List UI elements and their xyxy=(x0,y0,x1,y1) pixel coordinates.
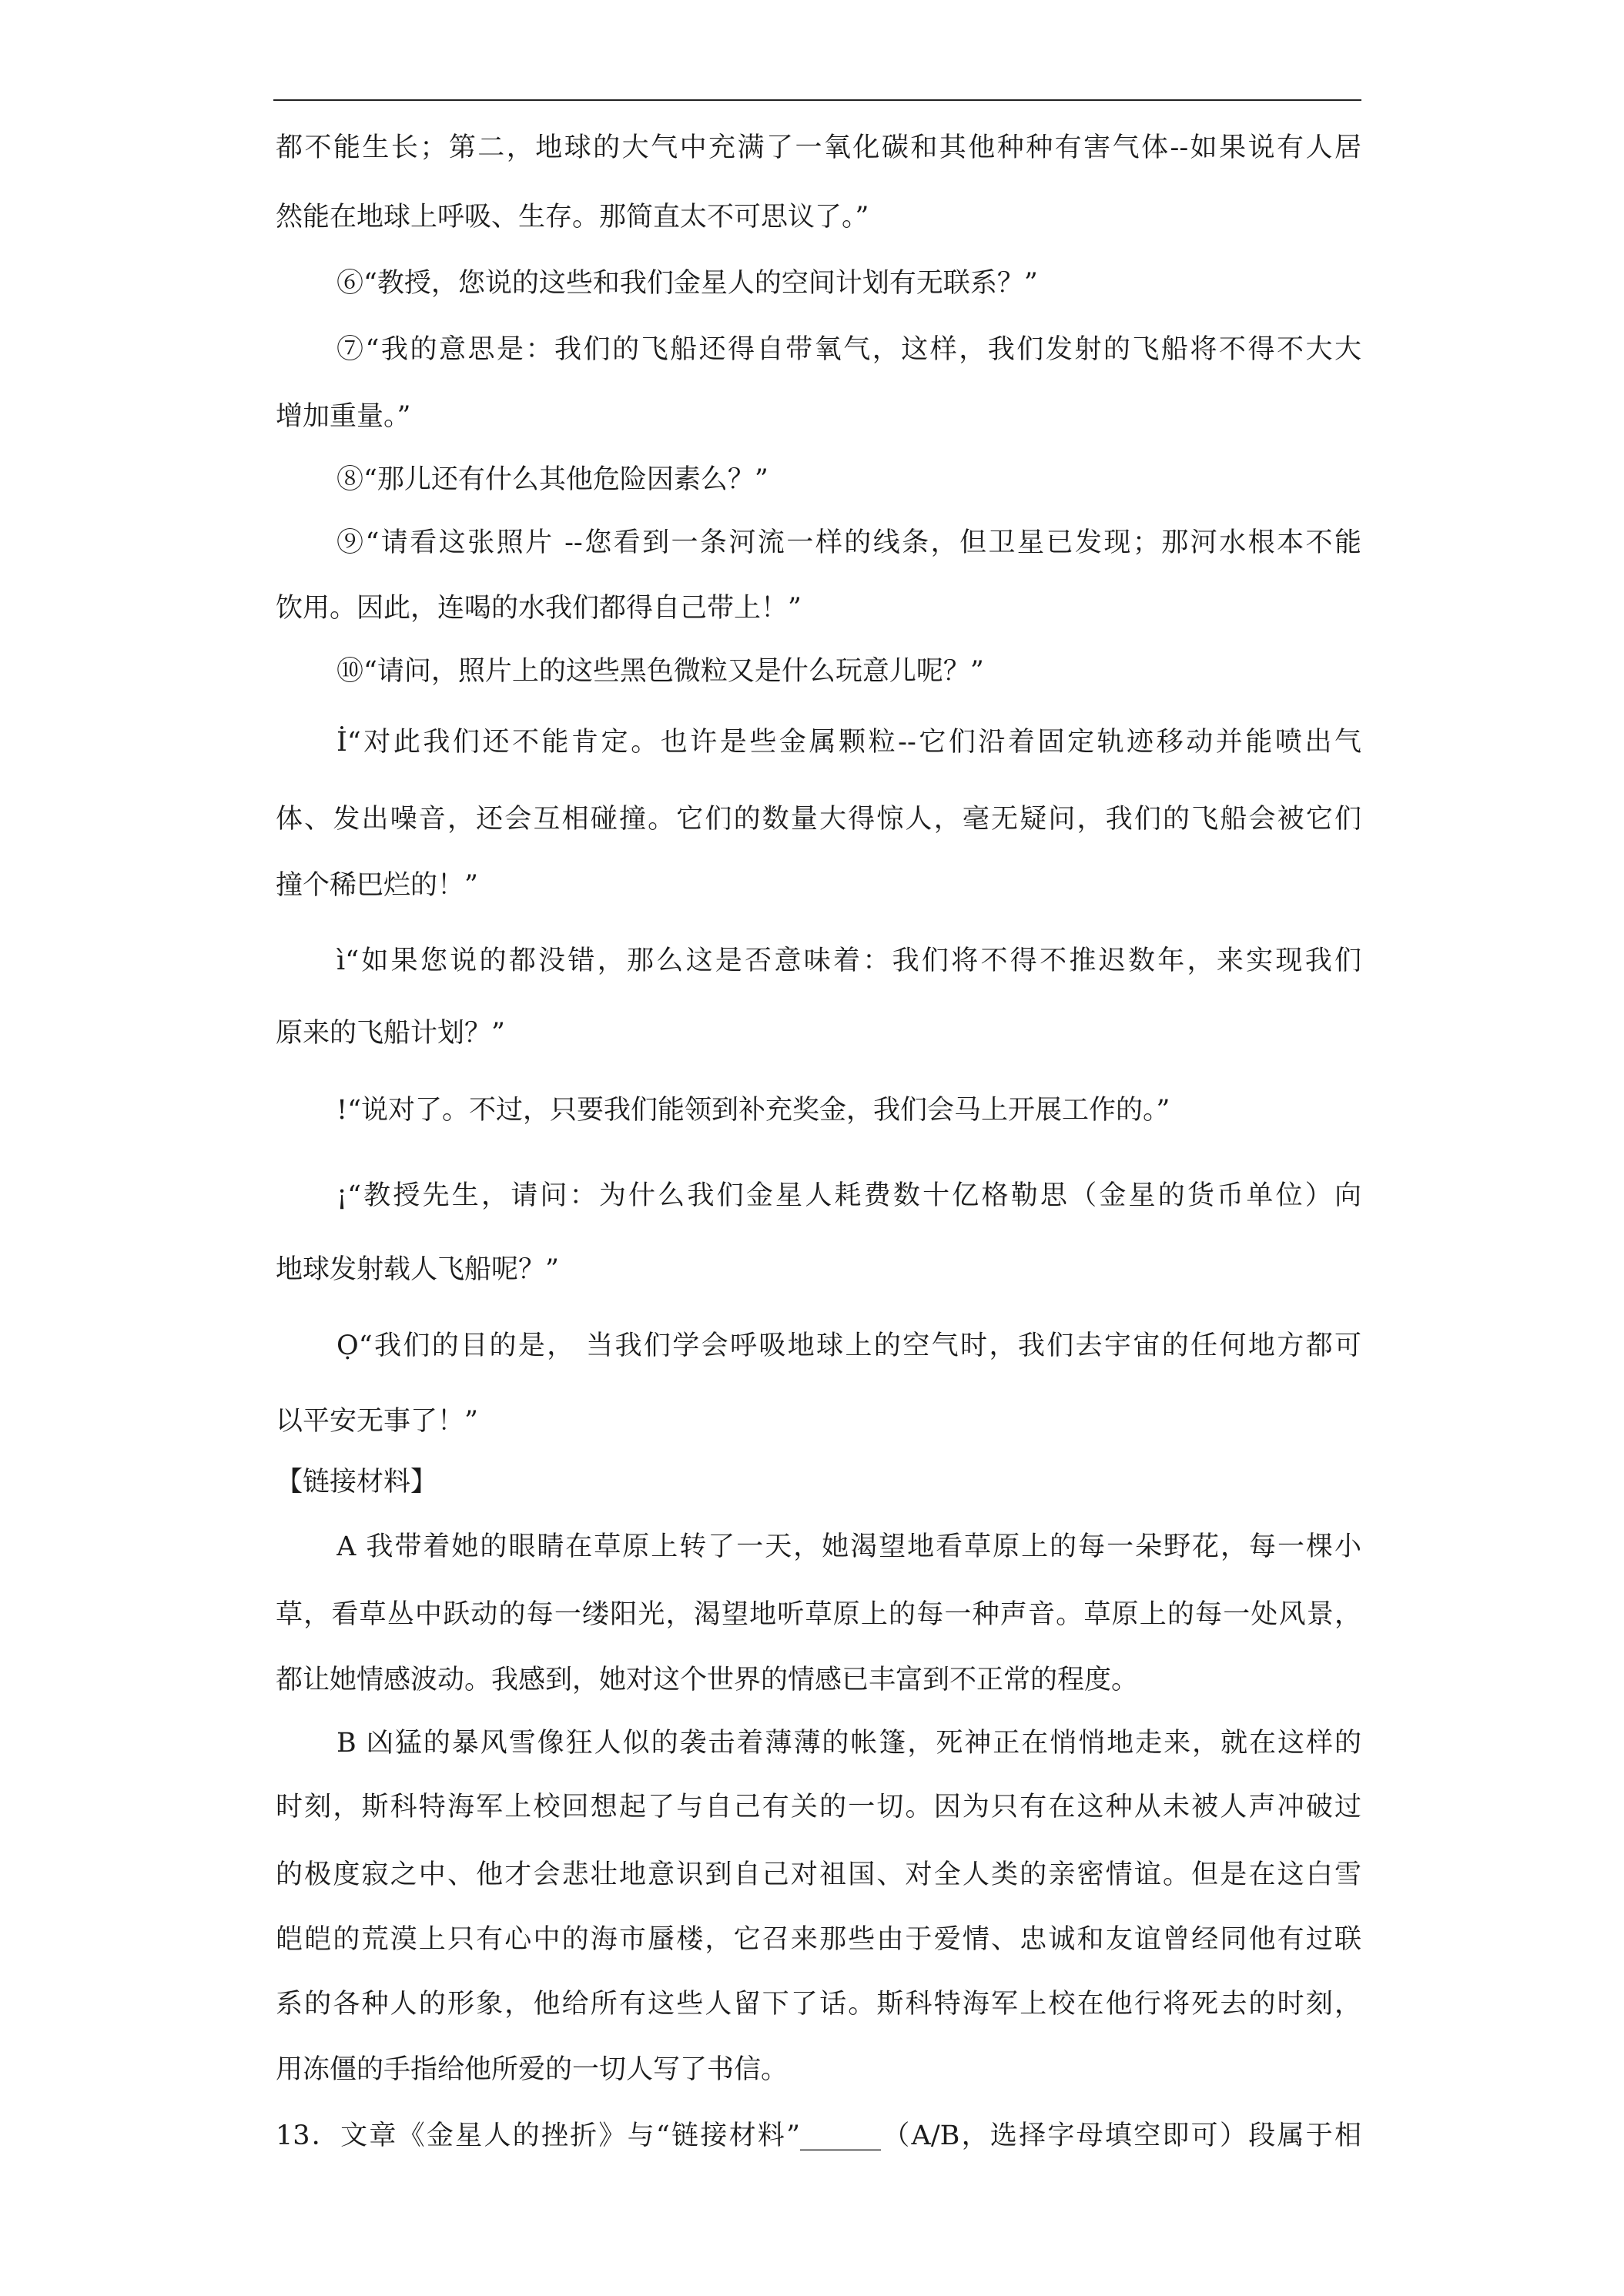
paragraph-b-line: 用冻僵的手指给他所爱的一切人写了书信。 xyxy=(276,2054,789,2085)
passage-line: ⑦“我的意思是：我们的飞船还得自带氧气，这样，我们发射的飞船将不得不大大 xyxy=(337,334,1361,365)
passage-line: 饮用。因此，连喝的水我们都得自己带上！” xyxy=(276,593,802,624)
question-13 xyxy=(276,2119,1361,2153)
paragraph-a-line: 草，看草丛中跃动的每一缕阳光，渴望地听草原上的每一种声音。草原上的每一处风景， xyxy=(276,1599,1361,1630)
passage-line: 地球发射载人飞船呢？” xyxy=(276,1254,559,1285)
passage-line: 都不能生长；第二，地球的大气中充满了一氧化碳和其他种种有害气体--如果说有人居 xyxy=(276,132,1361,163)
passage-line: 然能在地球上呼吸、生存。那简直太不可思议了。” xyxy=(276,202,869,233)
passage-line: 体、发出噪音，还会互相碰撞。它们的数量大得惊人，毫无疑问，我们的飞船会被它们 xyxy=(276,804,1361,835)
passage-line: !“说对了。不过，只要我们能领到补充奖金，我们会马上开展工作的。” xyxy=(337,1095,1170,1126)
paragraph-b-line: 皑皑的荒漠上只有心中的海市蜃楼，它召来那些由于爱情、忠诚和友谊曾经同他有过联 xyxy=(276,1924,1361,1955)
passage-line: 原来的飞船计划？” xyxy=(276,1018,505,1049)
header-rule xyxy=(273,99,1361,101)
passage-line: ⑨“请看这张照片 --您看到一条河流一样的线条，但卫星已发现；那河水根本不能 xyxy=(337,527,1361,558)
paragraph-b-line: B 凶猛的暴风雪像狂人似的袭击着薄薄的帐篷，死神正在悄悄地走来，就在这样的 xyxy=(337,1728,1361,1759)
paragraph-b-line: 系的各种人的形象，他给所有这些人留下了话。斯科特海军上校在他行将死去的时刻， xyxy=(276,1989,1361,2020)
passage-line: ¡“教授先生，请问：为什么我们金星人耗费数十亿格勒思（金星的货币单位）向 xyxy=(337,1180,1361,1211)
paragraph-a-line: 都让她情感波动。我感到，她对这个世界的情感已丰富到不正常的程度。 xyxy=(276,1665,1139,1695)
passage-line: 以平安无事了！” xyxy=(276,1406,478,1437)
passage-line: ì“如果您说的都没错，那么这是否意味着：我们将不得不推迟数年，来实现我们 xyxy=(337,946,1361,976)
answer-blank: ______ xyxy=(800,2120,882,2151)
passage-line: ⑧“那儿还有什么其他危险因素么？” xyxy=(337,464,768,495)
question-prompt-continued: （A/B，选择字母填空即可）段属于相 xyxy=(881,2120,1361,2151)
passage-line: ⑥“教授，您说的这些和我们金星人的空间计划有无联系？” xyxy=(337,268,1038,299)
question-number: 13． xyxy=(276,2120,341,2151)
paragraph-b-line: 的极度寂之中、他才会悲壮地意识到自己对祖国、对全人类的亲密情谊。但是在这白雪 xyxy=(276,1859,1361,1890)
link-material-heading: 【链接材料】 xyxy=(276,1467,438,1498)
question-prompt: 文章《金星人的挫折》与“链接材料” xyxy=(340,2120,801,2151)
paragraph-a-line: A 我带着她的眼睛在草原上转了一天，她渴望地看草原上的每一朵野花，每一棵小 xyxy=(337,1531,1361,1562)
passage-line: İ“对此我们还不能肯定。也许是些金属颗粒--它们沿着固定轨迹移动并能喷出气 xyxy=(337,727,1361,758)
passage-line: 增加重量。” xyxy=(276,401,411,432)
passage-line: 撞个稀巴烂的！” xyxy=(276,870,478,901)
paragraph-b-line: 时刻，斯科特海军上校回想起了与自己有关的一切。因为只有在这种从未被人声冲破过 xyxy=(276,1792,1361,1822)
passage-line: Ọ“我们的目的是， 当我们学会呼吸地球上的空气时，我们去宇宙的任何地方都可 xyxy=(337,1330,1361,1361)
passage-line: ⑩“请问，照片上的这些黑色微粒又是什么玩意儿呢？” xyxy=(337,656,984,687)
